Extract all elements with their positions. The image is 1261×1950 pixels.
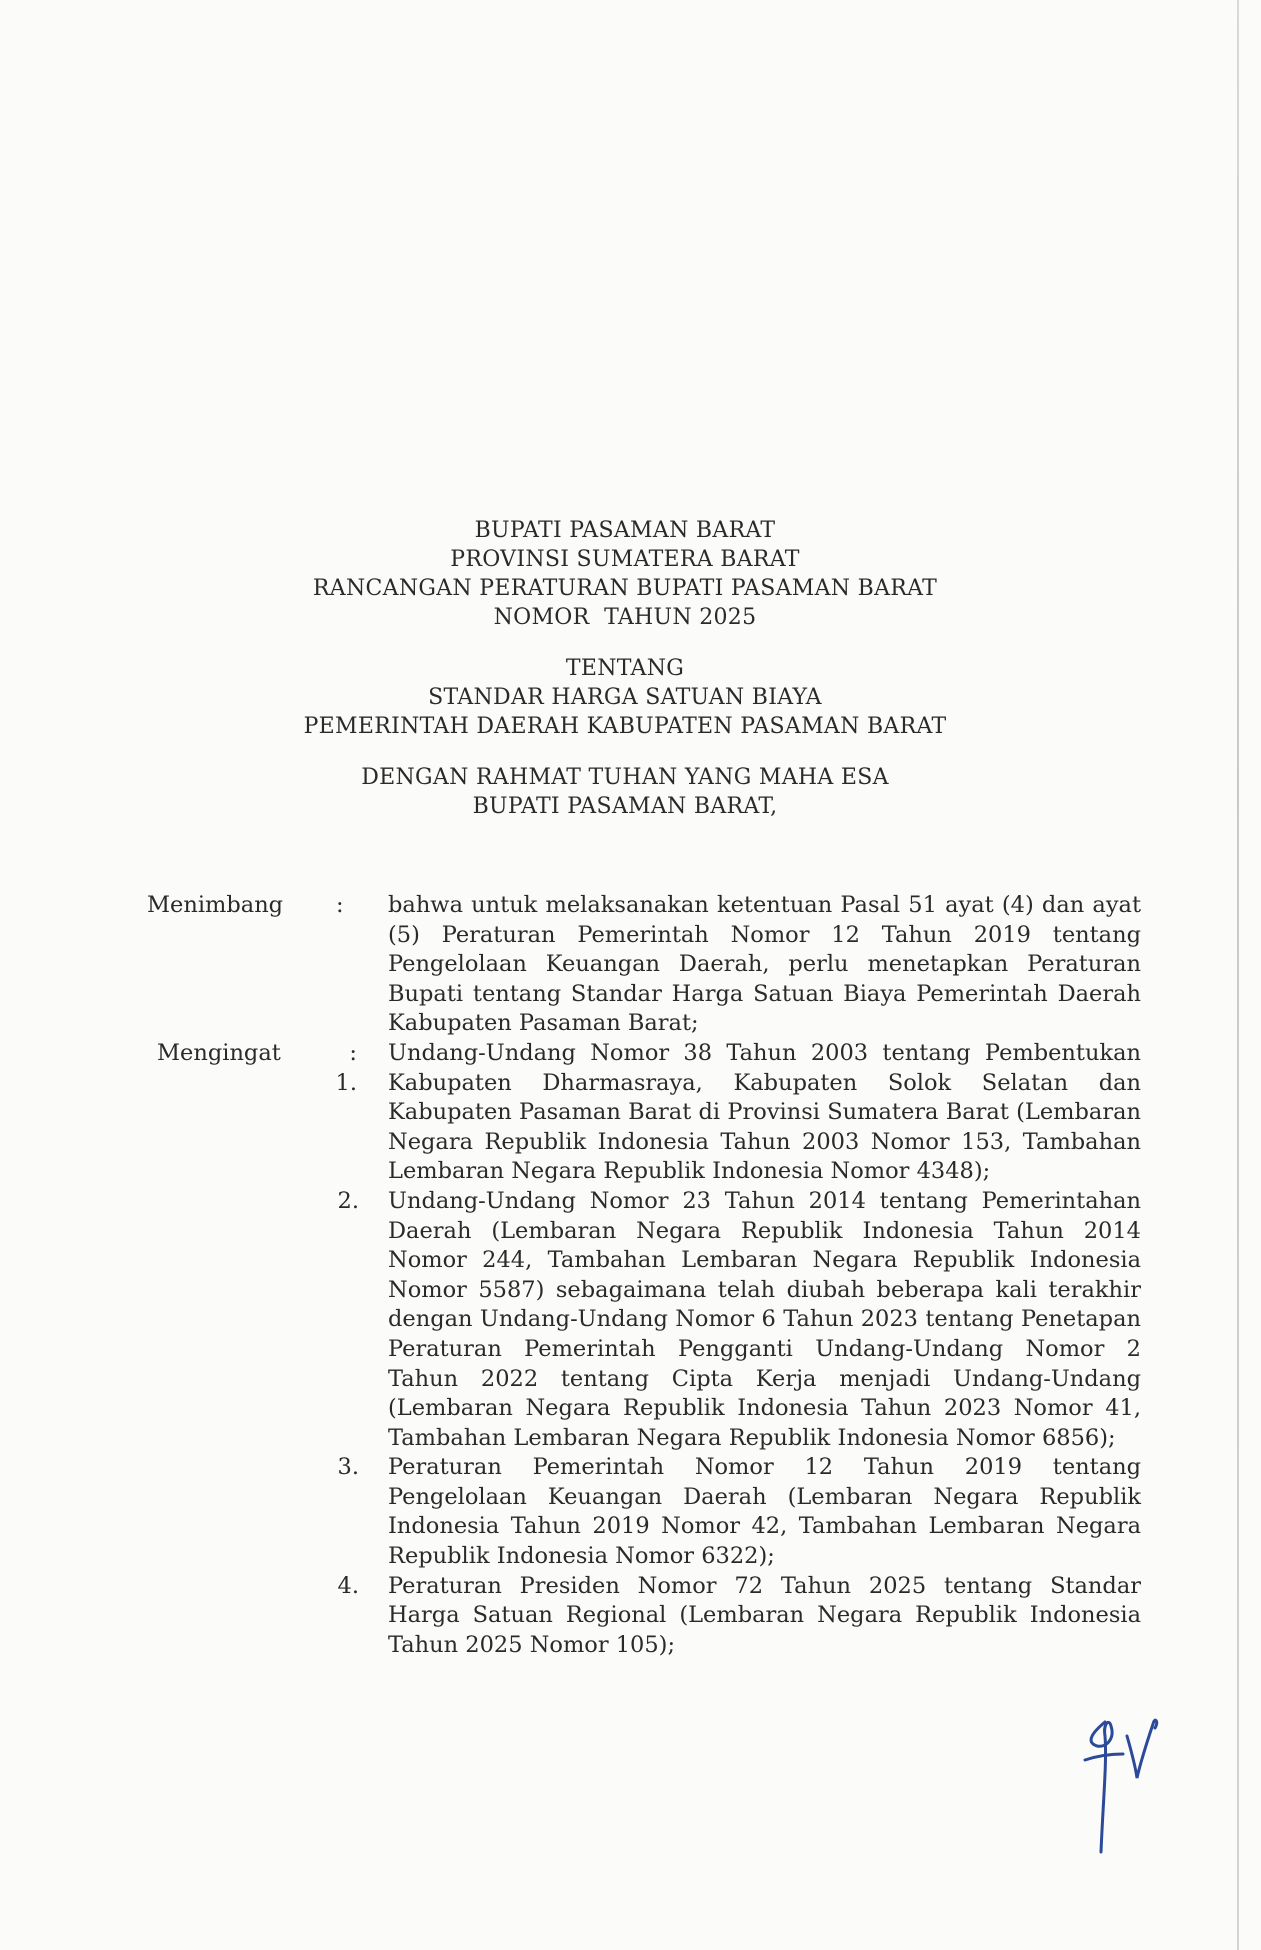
item-number: 2. bbox=[337, 1187, 359, 1214]
header-line: BUPATI PASAMAN BARAT, bbox=[472, 794, 778, 819]
item-text: Peraturan Presiden Nomor 72 Tahun 2025 tentang Standar Harga Satuan Regional (Lembaran Negara Republik Indonesia Tahun 2025 Nomor 105); bbox=[388, 1572, 1141, 1658]
header-line: DENGAN RAHMAT TUHAN YANG MAHA ESA bbox=[361, 765, 889, 790]
document-header bbox=[0, 516, 1250, 821]
item-number: 3. bbox=[337, 1454, 359, 1481]
mengingat-item bbox=[0, 1453, 1250, 1571]
header-line: TENTANG bbox=[565, 656, 685, 681]
header-line: PROVINSI SUMATERA BARAT bbox=[450, 547, 800, 572]
header-line: BUPATI PASAMAN BARAT bbox=[474, 518, 776, 543]
handwritten-initials-signature bbox=[1075, 1702, 1165, 1862]
menimbang-label: Menimbang bbox=[147, 892, 284, 918]
header-line: RANCANGAN PERATURAN BUPATI PASAMAN BARAT bbox=[312, 576, 938, 601]
item-text: Peraturan Pemerintah Nomor 12 Tahun 2019 tentang Pengelolaan Keuangan Daerah (Lembaran Negara Republik Indonesia Tahun 2019 Nomor 42, Tambahan Lembaran Negara Republik Indonesia Nomor 6322); bbox=[388, 1454, 1141, 1570]
item-number: : 1. bbox=[335, 1039, 357, 1096]
header-line: NOMOR TAHUN 2025 bbox=[493, 605, 757, 630]
item-text: Undang-Undang Nomor 38 Tahun 2003 tentang Pembentukan Kabupaten Dharmasraya, Kabupaten Solok Selatan dan Kabupaten Pasaman Barat di Provinsi Sumatera Barat (Lembaran Negara Republik Indonesia Tahun 2003 Nomor 153, Tambahan Lembaran Negara Republik Indonesia Nomor 4348); bbox=[388, 1039, 1141, 1185]
mengingat-item bbox=[0, 1187, 1250, 1453]
menimbang-colon: : bbox=[336, 892, 344, 918]
mengingat-item bbox=[0, 1039, 1250, 1187]
menimbang-section bbox=[0, 891, 1250, 1039]
header-line: STANDAR HARGA SATUAN BIAYA bbox=[428, 685, 822, 710]
item-text: Undang-Undang Nomor 23 Tahun 2014 tentang Pemerintahan Daerah (Lembaran Negara Republik Indonesia Tahun 2014 Nomor 244, Tambahan Lembaran Negara Republik Indonesia Nomor 5587) sebagaimana telah diubah beberapa kali terakhir dengan Undang-Undang Nomor 6 Tahun 2023 tentang Penetapan Peraturan Pemerintah Pengganti Undang-Undang Nomor 2 Tahun 2022 tentang Cipta Kerja menjadi Undang-Undang (Lembaran Negara Republik Indonesia Tahun 2023 Nomor 41, Tambahan Lembaran Negara Republik Indonesia Nomor 6856); bbox=[388, 1187, 1141, 1451]
mengingat-item bbox=[0, 1572, 1250, 1661]
mengingat-label: Mengingat bbox=[157, 1039, 281, 1066]
document-body bbox=[0, 891, 1250, 1660]
item-number: 4. bbox=[337, 1572, 359, 1599]
header-line: PEMERINTAH DAERAH KABUPATEN PASAMAN BARAT bbox=[303, 714, 947, 739]
menimbang-text: bahwa untuk melaksanakan ketentuan Pasal 51 ayat (4) dan ayat (5) Peraturan Pemerintah Nomor 12 Tahun 2019 tentang Pengelolaan Keuangan Daerah, perlu menetapkan Peraturan Bupati tentang Standar Harga Satuan Biaya Pemerintah Daerah Kabupaten Pasaman Barat; bbox=[388, 892, 1141, 1037]
